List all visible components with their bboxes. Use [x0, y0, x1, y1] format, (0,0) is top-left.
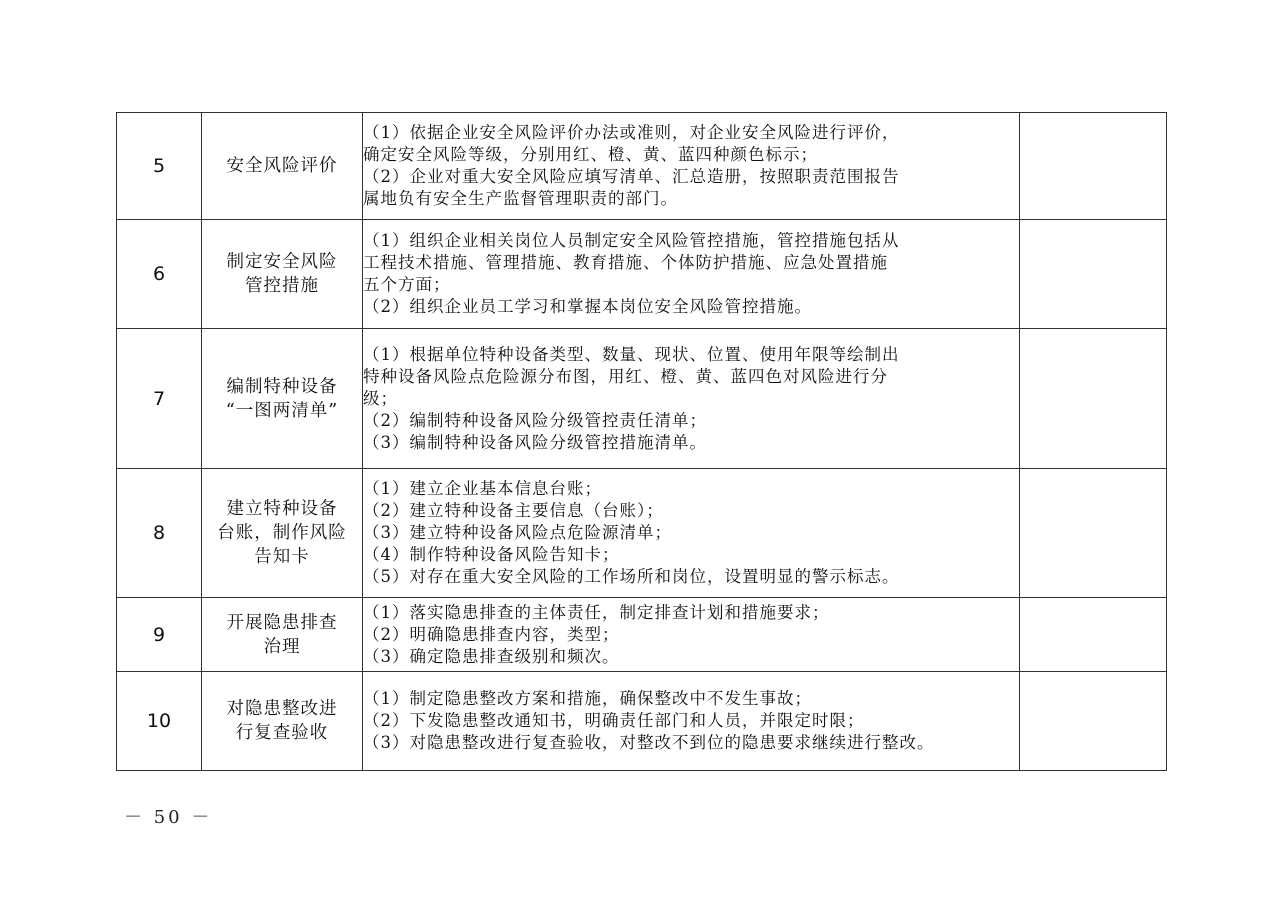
item-line: “一图两清单”: [225, 400, 339, 421]
item-line: 行复查验收: [235, 723, 329, 743]
content-line: 工程技术措施、管理措施、教育措施、个体防护措施、应急处置措施: [363, 253, 888, 272]
requirements-table: [116, 112, 1167, 771]
content-line: 确定安全风险等级，分别用红、橙、黄、蓝四种颜色标示；: [363, 145, 818, 164]
content-line: （3）编制特种设备风险分级管控措施清单。: [363, 432, 707, 452]
content-line: （4）制作特种设备风险告知卡；: [363, 545, 620, 564]
row-number: 8: [117, 469, 202, 598]
content-line: （2）编制特种设备风险分级管控责任清单；: [363, 410, 707, 430]
row-number: 7: [117, 329, 202, 469]
content-line: （1）组织企业相关岗位人员制定安全风险管控措施，管控措施包括从: [363, 231, 900, 250]
item-line: 治理: [263, 636, 301, 657]
content-line: （1）根据单位特种设备类型、数量、现状、位置、使用年限等绘制出: [363, 344, 900, 364]
table-row: [117, 672, 1167, 771]
content-line: 五个方面；: [363, 275, 451, 294]
content-line: （3）建立特种设备风险点危险源清单；: [363, 523, 672, 542]
content-line: （2）企业对重大安全风险应填写清单、汇总造册，按照职责范围报告: [363, 167, 900, 186]
item-line: 开展隐患排查: [226, 612, 338, 633]
item-content: [363, 469, 1020, 598]
item-line: 告知卡: [254, 547, 310, 567]
content-line: （3）确定隐患排查级别和频次。: [363, 646, 620, 666]
content-line: （2）下发隐患整改通知书，明确责任部门和人员，并限定时限；: [363, 711, 865, 730]
item-name: [202, 598, 363, 672]
item-content: [363, 113, 1020, 220]
content-line: （3）对隐患整改进行复查验收，对整改不到位的隐患要求继续进行整改。: [363, 733, 935, 752]
table-row: [117, 220, 1167, 329]
item-name: [202, 220, 363, 329]
page-number: － 50 －: [124, 807, 213, 828]
row-number: 9: [117, 598, 202, 672]
row-number: 6: [117, 220, 202, 329]
row-number: 5: [117, 113, 202, 220]
item-line: 编制特种设备: [226, 376, 338, 397]
item-content: [363, 672, 1020, 771]
item-content: [363, 329, 1020, 469]
item-name: [202, 113, 363, 220]
item-line: 建立特种设备: [226, 499, 338, 519]
row-number: 10: [117, 672, 202, 771]
content-line: （2）明确隐患排查内容，类型；: [363, 624, 620, 644]
content-line: 级；: [363, 388, 398, 408]
item-line: 管控措施: [245, 276, 319, 296]
table-row: [117, 598, 1167, 672]
item-name: [202, 672, 363, 771]
item-line: 对隐患整改进: [226, 699, 338, 719]
content-line: （1）落实隐患排查的主体责任，制定排查计划和措施要求；: [363, 602, 830, 622]
remark-cell: [1020, 672, 1167, 771]
content-line: （1）制定隐患整改方案和措施，确保整改中不发生事故；: [363, 689, 812, 708]
content-line: （1）建立企业基本信息台账；: [363, 479, 602, 498]
remark-cell: [1020, 113, 1167, 220]
content-line: 属地负有安全生产监督管理职责的部门。: [363, 189, 678, 208]
remark-cell: [1020, 598, 1167, 672]
item-content: [363, 220, 1020, 329]
item-line: 制定安全风险: [226, 252, 338, 272]
item-line: 台账，制作风险: [217, 523, 347, 543]
item-name: [202, 329, 363, 469]
item-line: 安全风险评价: [226, 156, 338, 176]
content-line: （5）对存在重大安全风险的工作场所和岗位，设置明显的警示标志。: [363, 567, 900, 586]
item-content: [363, 598, 1020, 672]
item-name: [202, 469, 363, 598]
table-row: [117, 113, 1167, 220]
content-line: （1）依据企业安全风险评价办法或准则，对企业安全风险进行评价，: [363, 123, 900, 142]
content-line: （2）建立特种设备主要信息（台账）；: [363, 501, 664, 520]
table-body: [117, 113, 1167, 771]
remark-cell: [1020, 469, 1167, 598]
content-line: （2）组织企业员工学习和掌握本岗位安全风险管控措施。: [363, 297, 812, 316]
content-line: 特种设备风险点危险源分布图，用红、橙、黄、蓝四色对风险进行分: [363, 366, 888, 386]
table-row: [117, 329, 1167, 469]
table-row: [117, 469, 1167, 598]
remark-cell: [1020, 220, 1167, 329]
remark-cell: [1020, 329, 1167, 469]
